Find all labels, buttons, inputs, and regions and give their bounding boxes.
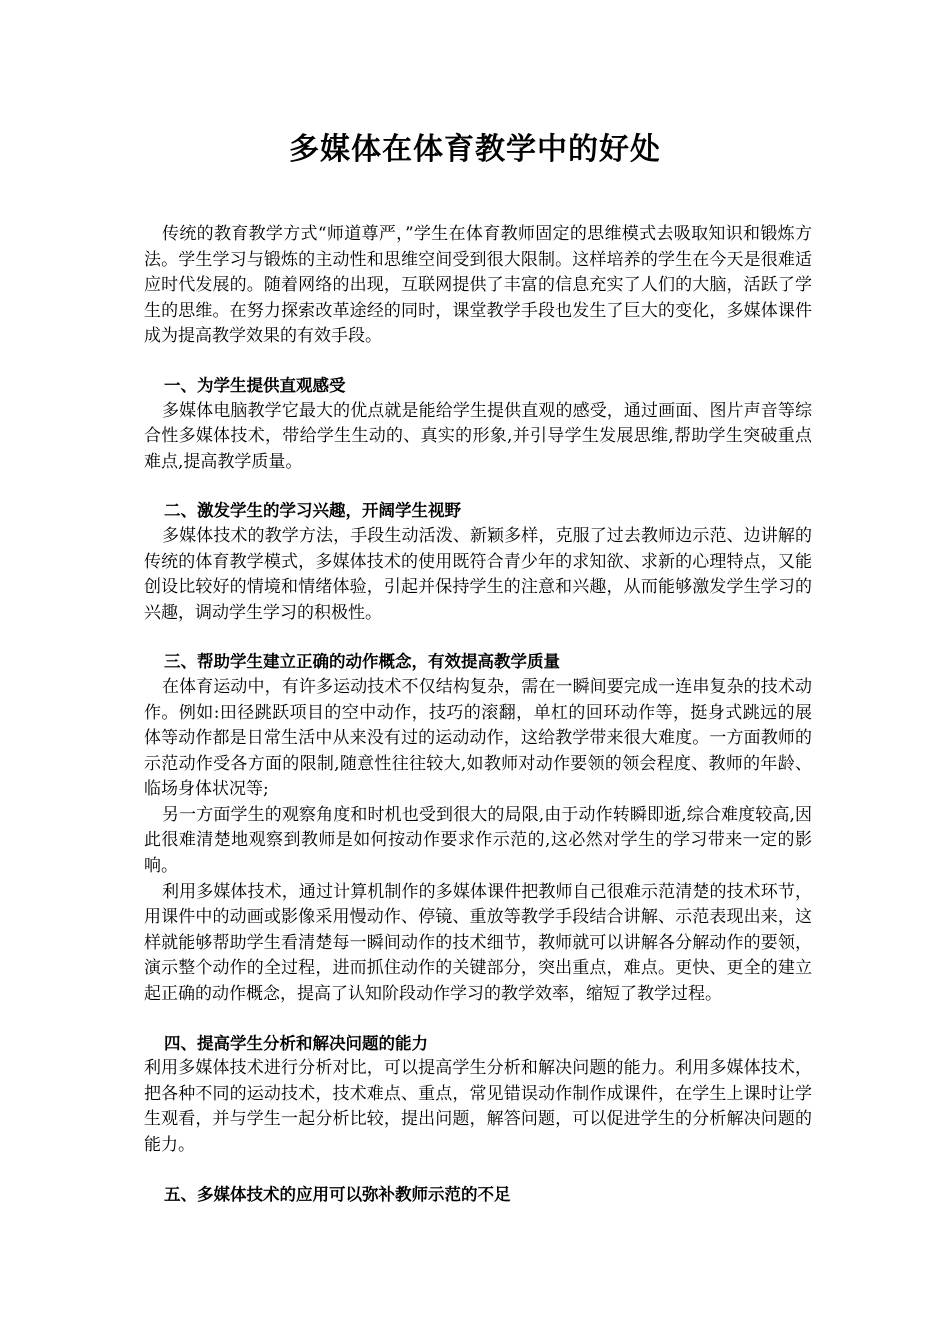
section-paragraph: 利用多媒体技术进行分析对比，可以提高学生分析和解决问题的能力。利用多媒体技术，把各种不同的运动技术，技术难点、重点，常见错误动作制作成课件，在学生上课时让学生观看，并与学生一起分析比较，提出问题，解答问题，可以促进学生的分析解决问题的能力。 bbox=[144, 1058, 812, 1155]
section-heading: 二、激发学生的学习兴趣，开阔学生视野 bbox=[164, 501, 461, 521]
section-paragraph: 多媒体电脑教学它最大的优点就是能给学生提供直观的感受，通过画面、图片声音等综合性多媒体技术，带给学生生动的、真实的形象,并引导学生发展思维,帮助学生突破重点难点,提高教学质量。 bbox=[144, 400, 812, 472]
section-1 bbox=[144, 373, 812, 475]
section-5 bbox=[144, 1182, 812, 1208]
section-paragraph: 多媒体技术的教学方法，手段生动活泼、新颖多样，克服了过去教师边示范、边讲解的传统的体育教学模式，多媒体技术的使用既符合青少年的求知欲、求新的心理特点，又能创设比较好的情境和情绪体验，引起并保持学生的注意和兴趣，从而能够激发学生学习的兴趣，调动学生学习的积极性。 bbox=[144, 525, 812, 623]
section-heading: 四、提高学生分析和解决问题的能力 bbox=[164, 1033, 428, 1053]
section-heading: 五、多媒体技术的应用可以弥补教师示范的不足 bbox=[164, 1184, 511, 1204]
section-paragraph: 另一方面学生的观察角度和时机也受到很大的局限,由于动作转瞬即逝,综合难度较高,因此很难清楚地观察到教师是如何按动作要求作示范的,这必然对学生的学习带来一定的影响。 bbox=[144, 804, 812, 877]
intro-paragraph: 传统的教育教学方式“师道尊严，”学生在体育教师固定的思维模式去吸取知识和锻炼方法。学生学习与锻炼的主动性和思维空间受到很大限制。这样培养的学生在今天是很难适应时代发展的。随着网络的出现，互联网提供了丰富的信息充实了人们的大脑，活跃了学生的思维。在努力探索改革途经的同时，课堂教学手段也发生了巨大的变化，多媒体课件成为提高教学效果的有效手段。 bbox=[144, 224, 812, 347]
section-paragraph: 在体育运动中，有许多运动技术不仅结构复杂，需在一瞬间要完成一连串复杂的技术动作。例如:田径跳跃项目的空中动作，技巧的滚翻，单杠的回环动作等，挺身式跳远的展体等动作都是日常生活中从来没有过的运动动作，这给教学带来很大难度。一方面教师的示范动作受各方面的限制,随意性往往较大,如教师对动作要领的领会程度、教师的年龄、临场身体状况等; bbox=[144, 676, 812, 800]
section-paragraph: 利用多媒体技术，通过计算机制作的多媒体课件把教师自己很难示范清楚的技术环节，用课件中的动画或影像采用慢动作、停镜、重放等教学手段结合讲解、示范表现出来，这样就能够帮助学生看清楚每一瞬间动作的技术细节，教师就可以讲解各分解动作的要领，演示整个动作的全过程，进而抓住动作的关键部分，突出重点，难点。更快、更全的建立起正确的动作概念，提高了认知阶段动作学习的教学效率，缩短了教学过程。 bbox=[144, 881, 812, 1005]
section-heading: 一、为学生提供直观感受 bbox=[164, 375, 346, 395]
section-4 bbox=[144, 1031, 812, 1159]
document-title: 多媒体在体育教学中的好处 bbox=[289, 132, 661, 167]
section-2 bbox=[144, 498, 812, 626]
section-heading: 三、帮助学生建立正确的动作概念，有效提高教学质量 bbox=[164, 652, 560, 672]
document-body bbox=[144, 222, 812, 1207]
section-3 bbox=[144, 649, 812, 1007]
